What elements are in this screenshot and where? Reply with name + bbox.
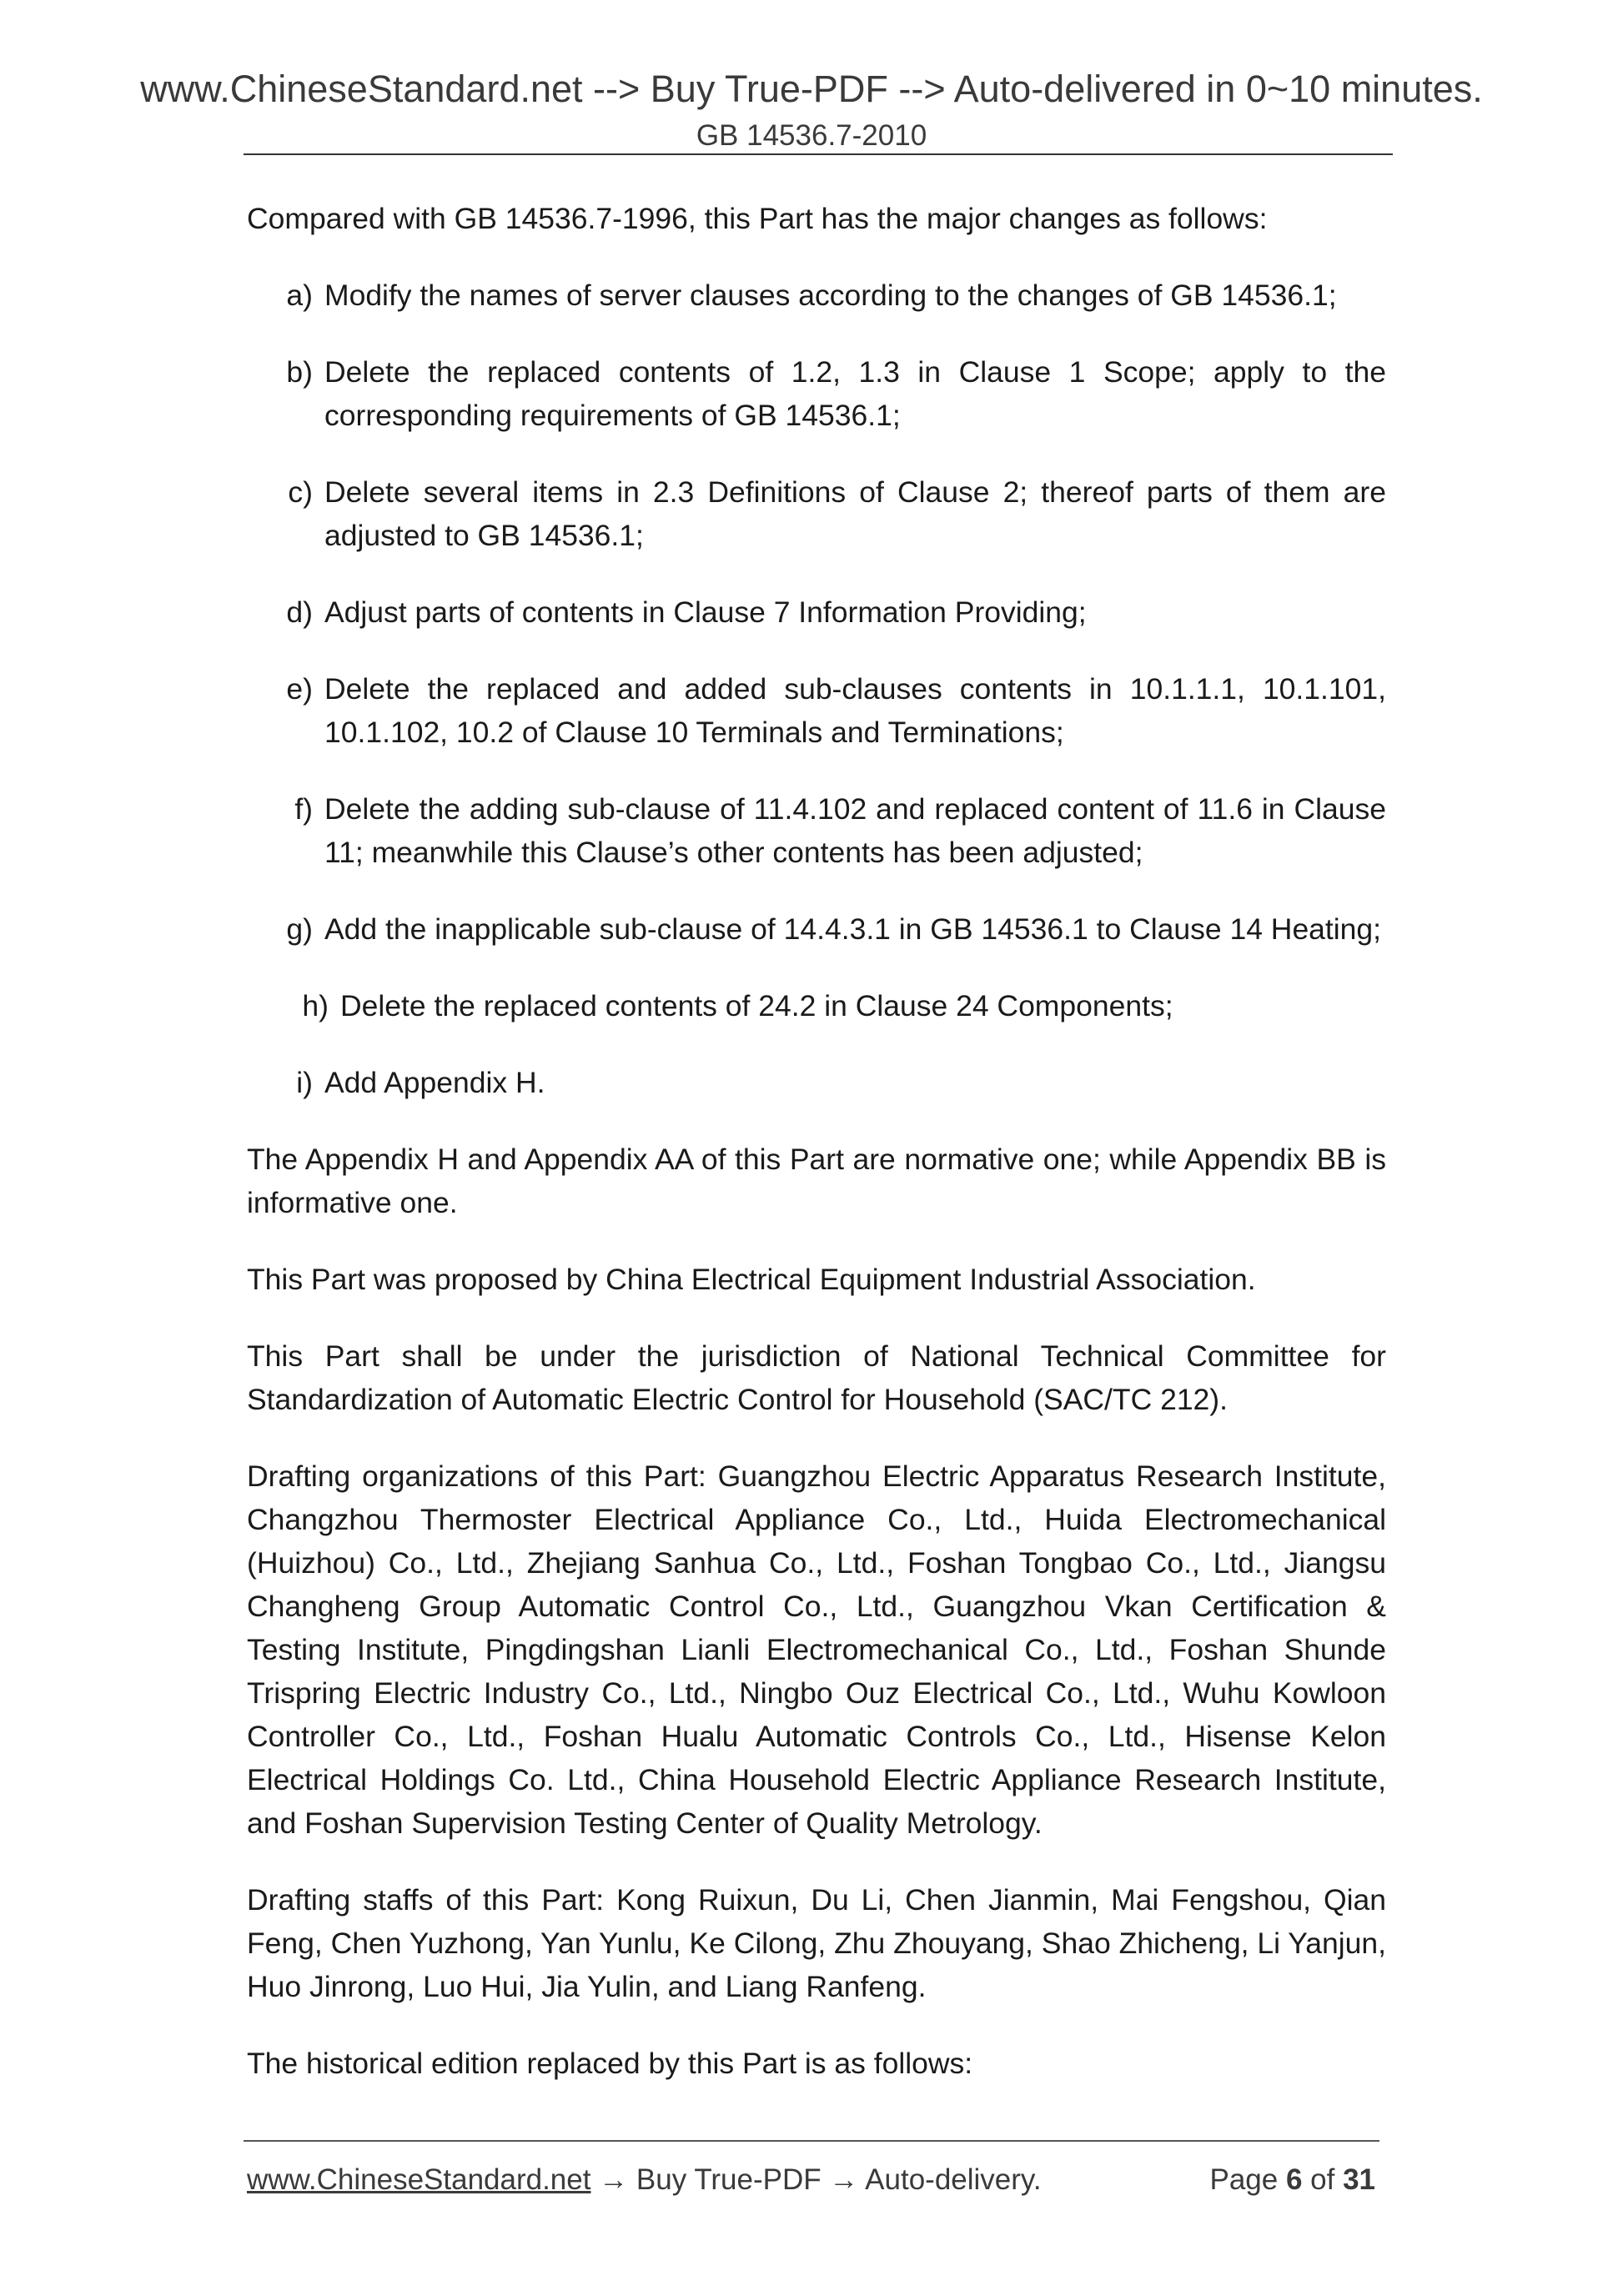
list-item-text: Delete the replaced contents of 1.2, 1.3 in Clause 1 Scope; apply to the corresponding requirements of GB 14536.1;	[324, 355, 1386, 432]
list-item-text: Delete the adding sub-clause of 11.4.102 and replaced content of 11.6 in Clause 11; meanwhile this Clause’s other contents has been adjusted;	[324, 792, 1386, 869]
list-item	[247, 590, 1386, 634]
jurisdiction-paragraph: This Part shall be under the jurisdiction of National Technical Committee for Standardization of Automatic Electric Control for Household (SAC/TC 212).	[247, 1339, 1386, 1416]
organizations-paragraph: Drafting organizations of this Part: Guangzhou Electric Apparatus Research Institute, Changzhou Thermoster Electrical Appliance Co., Ltd., Huida Electromechanical (Huizhou) Co., Ltd., Zhejiang Sanhua Co., Ltd., Foshan Tongbao Co., Ltd., Jiangsu Changheng Group Automatic Control Co., Ltd., Guangzhou Vkan Certification & Testing Institute, Pingdingshan Lianli Electromechanical Co., Ltd., Foshan Shunde Trispring Electric Industry Co., Ltd., Ningbo Ouz Electrical Co., Ltd., Wuhu Kowloon Controller Co., Ltd., Foshan Hualu Automatic Controls Co., Ltd., Hisense Kelon Electrical Holdings Co. Ltd., China Household Electric Appliance Research Institute, and Foshan Supervision Testing Center of Quality Metrology.	[247, 1459, 1386, 1840]
header-divider	[244, 153, 1393, 155]
list-item	[247, 984, 1386, 1027]
list-marker: e)	[286, 672, 313, 706]
page-indicator	[1209, 2163, 1375, 2197]
list-marker: f)	[294, 792, 313, 826]
staffs-paragraph: Drafting staffs of this Part: Kong Ruixun, Du Li, Chen Jianmin, Mai Fengshou, Qian Feng, Chen Yuzhong, Yan Yunlu, Ke Cilong, Zhu Zhouyang, Shao Zhicheng, Li Yanjun, Huo Jinrong, Luo Hui, Jia Yulin, and Liang Ranfeng.	[247, 1883, 1386, 2003]
list-item	[247, 274, 1386, 317]
page-label: Page	[1209, 2163, 1286, 2196]
list-item-text: Delete several items in 2.3 Definitions of Clause 2; thereof parts of them are adjusted to GB 14536.1;	[324, 475, 1386, 552]
list-item	[247, 350, 1386, 437]
list-marker: i)	[296, 1066, 313, 1099]
delivery-text: → Buy True-PDF → Auto-delivery.	[590, 2163, 1042, 2196]
historical-paragraph: The historical edition replaced by this Part is as follows:	[247, 2047, 973, 2080]
total-pages: 31	[1343, 2163, 1375, 2196]
list-item-text: Modify the names of server clauses according to the changes of GB 14536.1;	[324, 279, 1337, 312]
list-item	[247, 667, 1386, 754]
appendix-paragraph: The Appendix H and Appendix AA of this Part are normative one; while Appendix BB is informative one.	[247, 1143, 1386, 1219]
website-link[interactable]: www.ChineseStandard.net	[247, 2163, 591, 2196]
list-item-text: Delete the replaced and added sub-clauses contents in 10.1.1.1, 10.1.101, 10.1.102, 10.2 of Clause 10 Terminals and Terminations;	[324, 672, 1386, 749]
list-marker: d)	[286, 595, 313, 629]
current-page: 6	[1285, 2163, 1303, 2196]
document-body	[247, 197, 1386, 2118]
intro-paragraph: Compared with GB 14536.7-1996, this Part has the major changes as follows:	[247, 202, 1268, 235]
list-item	[247, 907, 1386, 951]
standard-number: GB 14536.7-2010	[696, 119, 927, 152]
list-item-text: Add Appendix H.	[324, 1066, 545, 1099]
footer-divider	[244, 2140, 1379, 2142]
list-item	[247, 470, 1386, 557]
list-item-text: Add the inapplicable sub-clause of 14.4.3.1 in GB 14536.1 to Clause 14 Heating;	[324, 912, 1382, 946]
list-marker: c)	[288, 475, 313, 509]
list-item	[247, 787, 1386, 874]
header-title: www.ChineseStandard.net --> Buy True-PDF --> Auto-delivered in 0~10 minutes.	[140, 68, 1483, 110]
list-item-text: Adjust parts of contents in Clause 7 Information Providing;	[324, 595, 1087, 629]
proposed-paragraph: This Part was proposed by China Electrical Equipment Industrial Association.	[247, 1263, 1256, 1296]
page-of: of	[1302, 2163, 1344, 2196]
list-item-text: Delete the replaced contents of 24.2 in Clause 24 Components;	[340, 989, 1173, 1022]
footer-left	[247, 2163, 1042, 2197]
list-marker: a)	[286, 279, 313, 312]
list-marker: g)	[286, 912, 313, 946]
list-item	[247, 1061, 1386, 1104]
list-marker: h)	[302, 989, 329, 1022]
list-marker: b)	[286, 355, 313, 389]
